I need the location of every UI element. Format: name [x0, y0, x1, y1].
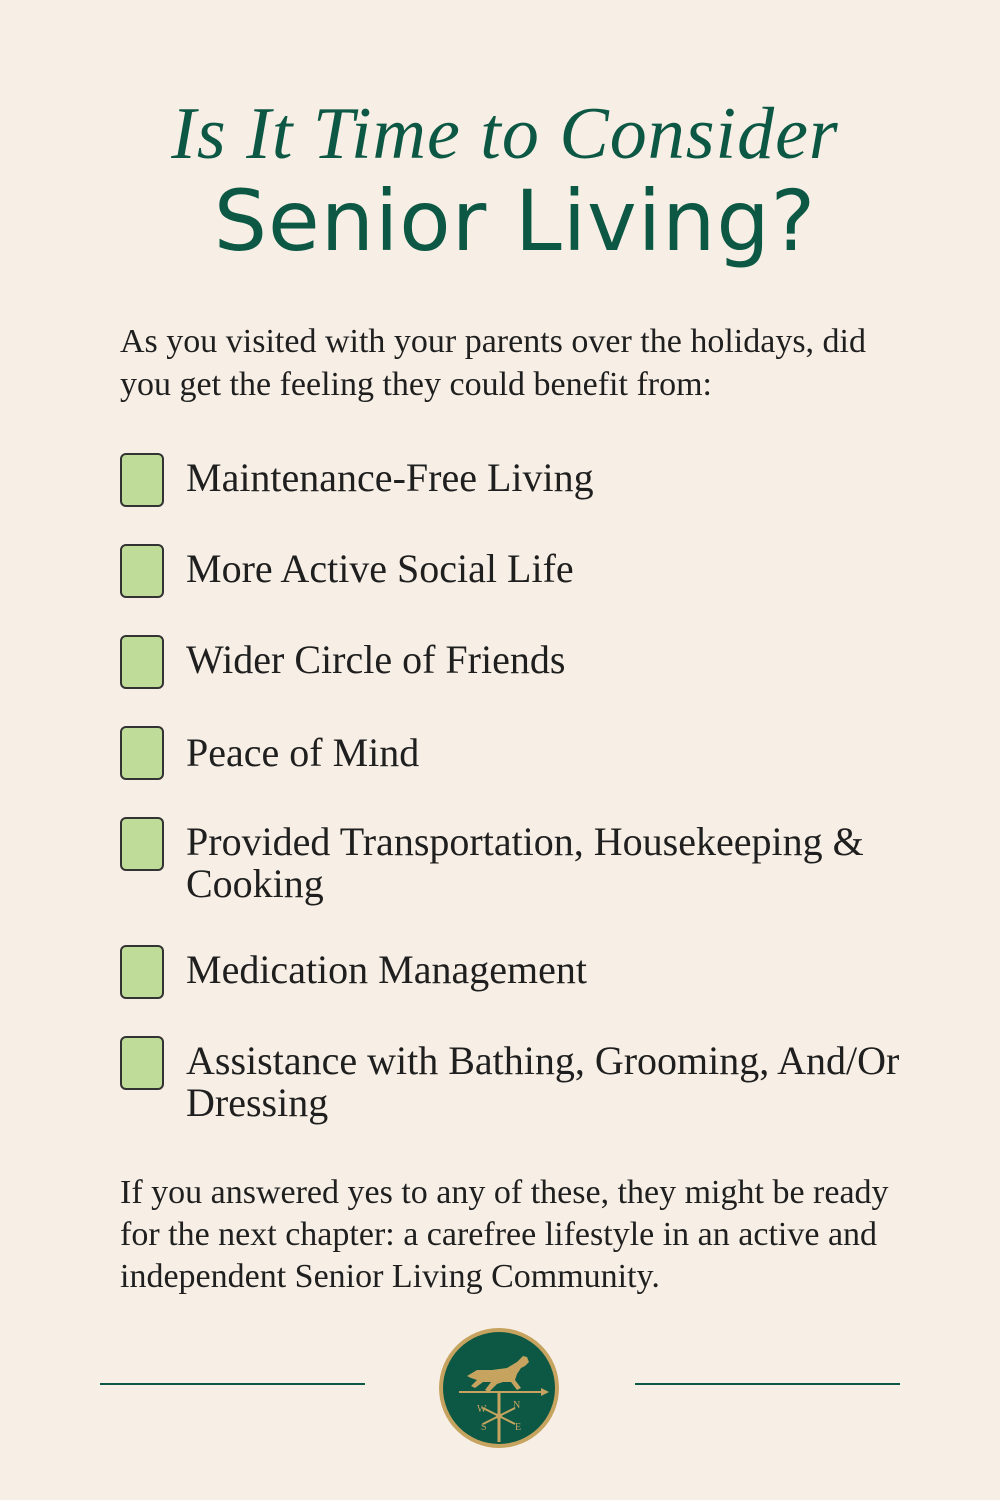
checkbox[interactable] [120, 544, 164, 598]
closing-text: If you answered yes to any of these, they might be ready for the next chapter: a carefree lifestyle in an active and independent Senior Living Community. [120, 1174, 889, 1295]
checkbox[interactable] [120, 726, 164, 780]
checkbox[interactable] [120, 945, 164, 999]
checkbox[interactable] [120, 453, 164, 507]
compass-letter-w: W [477, 1404, 487, 1415]
checklist-item-label: More Active Social Life [186, 546, 574, 591]
compass-letter-n: N [513, 1400, 521, 1411]
checklist-item-label: Peace of Mind [186, 730, 420, 775]
checklist-item-label: Assistance with Bathing, Grooming, And/Or Dressing [186, 1038, 900, 1125]
checkbox[interactable] [120, 817, 164, 871]
checklist-item-label: Maintenance-Free Living [186, 455, 594, 500]
title-line-1: Is It Time to Consider [171, 93, 839, 175]
checklist-item-label: Medication Management [186, 947, 587, 992]
checklist-item-label: Provided Transportation, Housekeeping & Cooking [186, 819, 864, 906]
logo [437, 1326, 561, 1450]
title-line-2: Senior Living? [213, 172, 817, 270]
divider-left [100, 1383, 365, 1385]
checkbox[interactable] [120, 635, 164, 689]
intro-text: As you visited with your parents over the holidays, did you get the feeling they could benefit from: [120, 323, 867, 403]
horse-weathervane-icon [437, 1326, 561, 1450]
divider-right [635, 1383, 900, 1385]
compass-letter-s: S [481, 1422, 487, 1433]
checkbox[interactable] [120, 1036, 164, 1090]
checklist-item-label: Wider Circle of Friends [186, 637, 566, 682]
compass-letter-e: E [515, 1422, 522, 1433]
